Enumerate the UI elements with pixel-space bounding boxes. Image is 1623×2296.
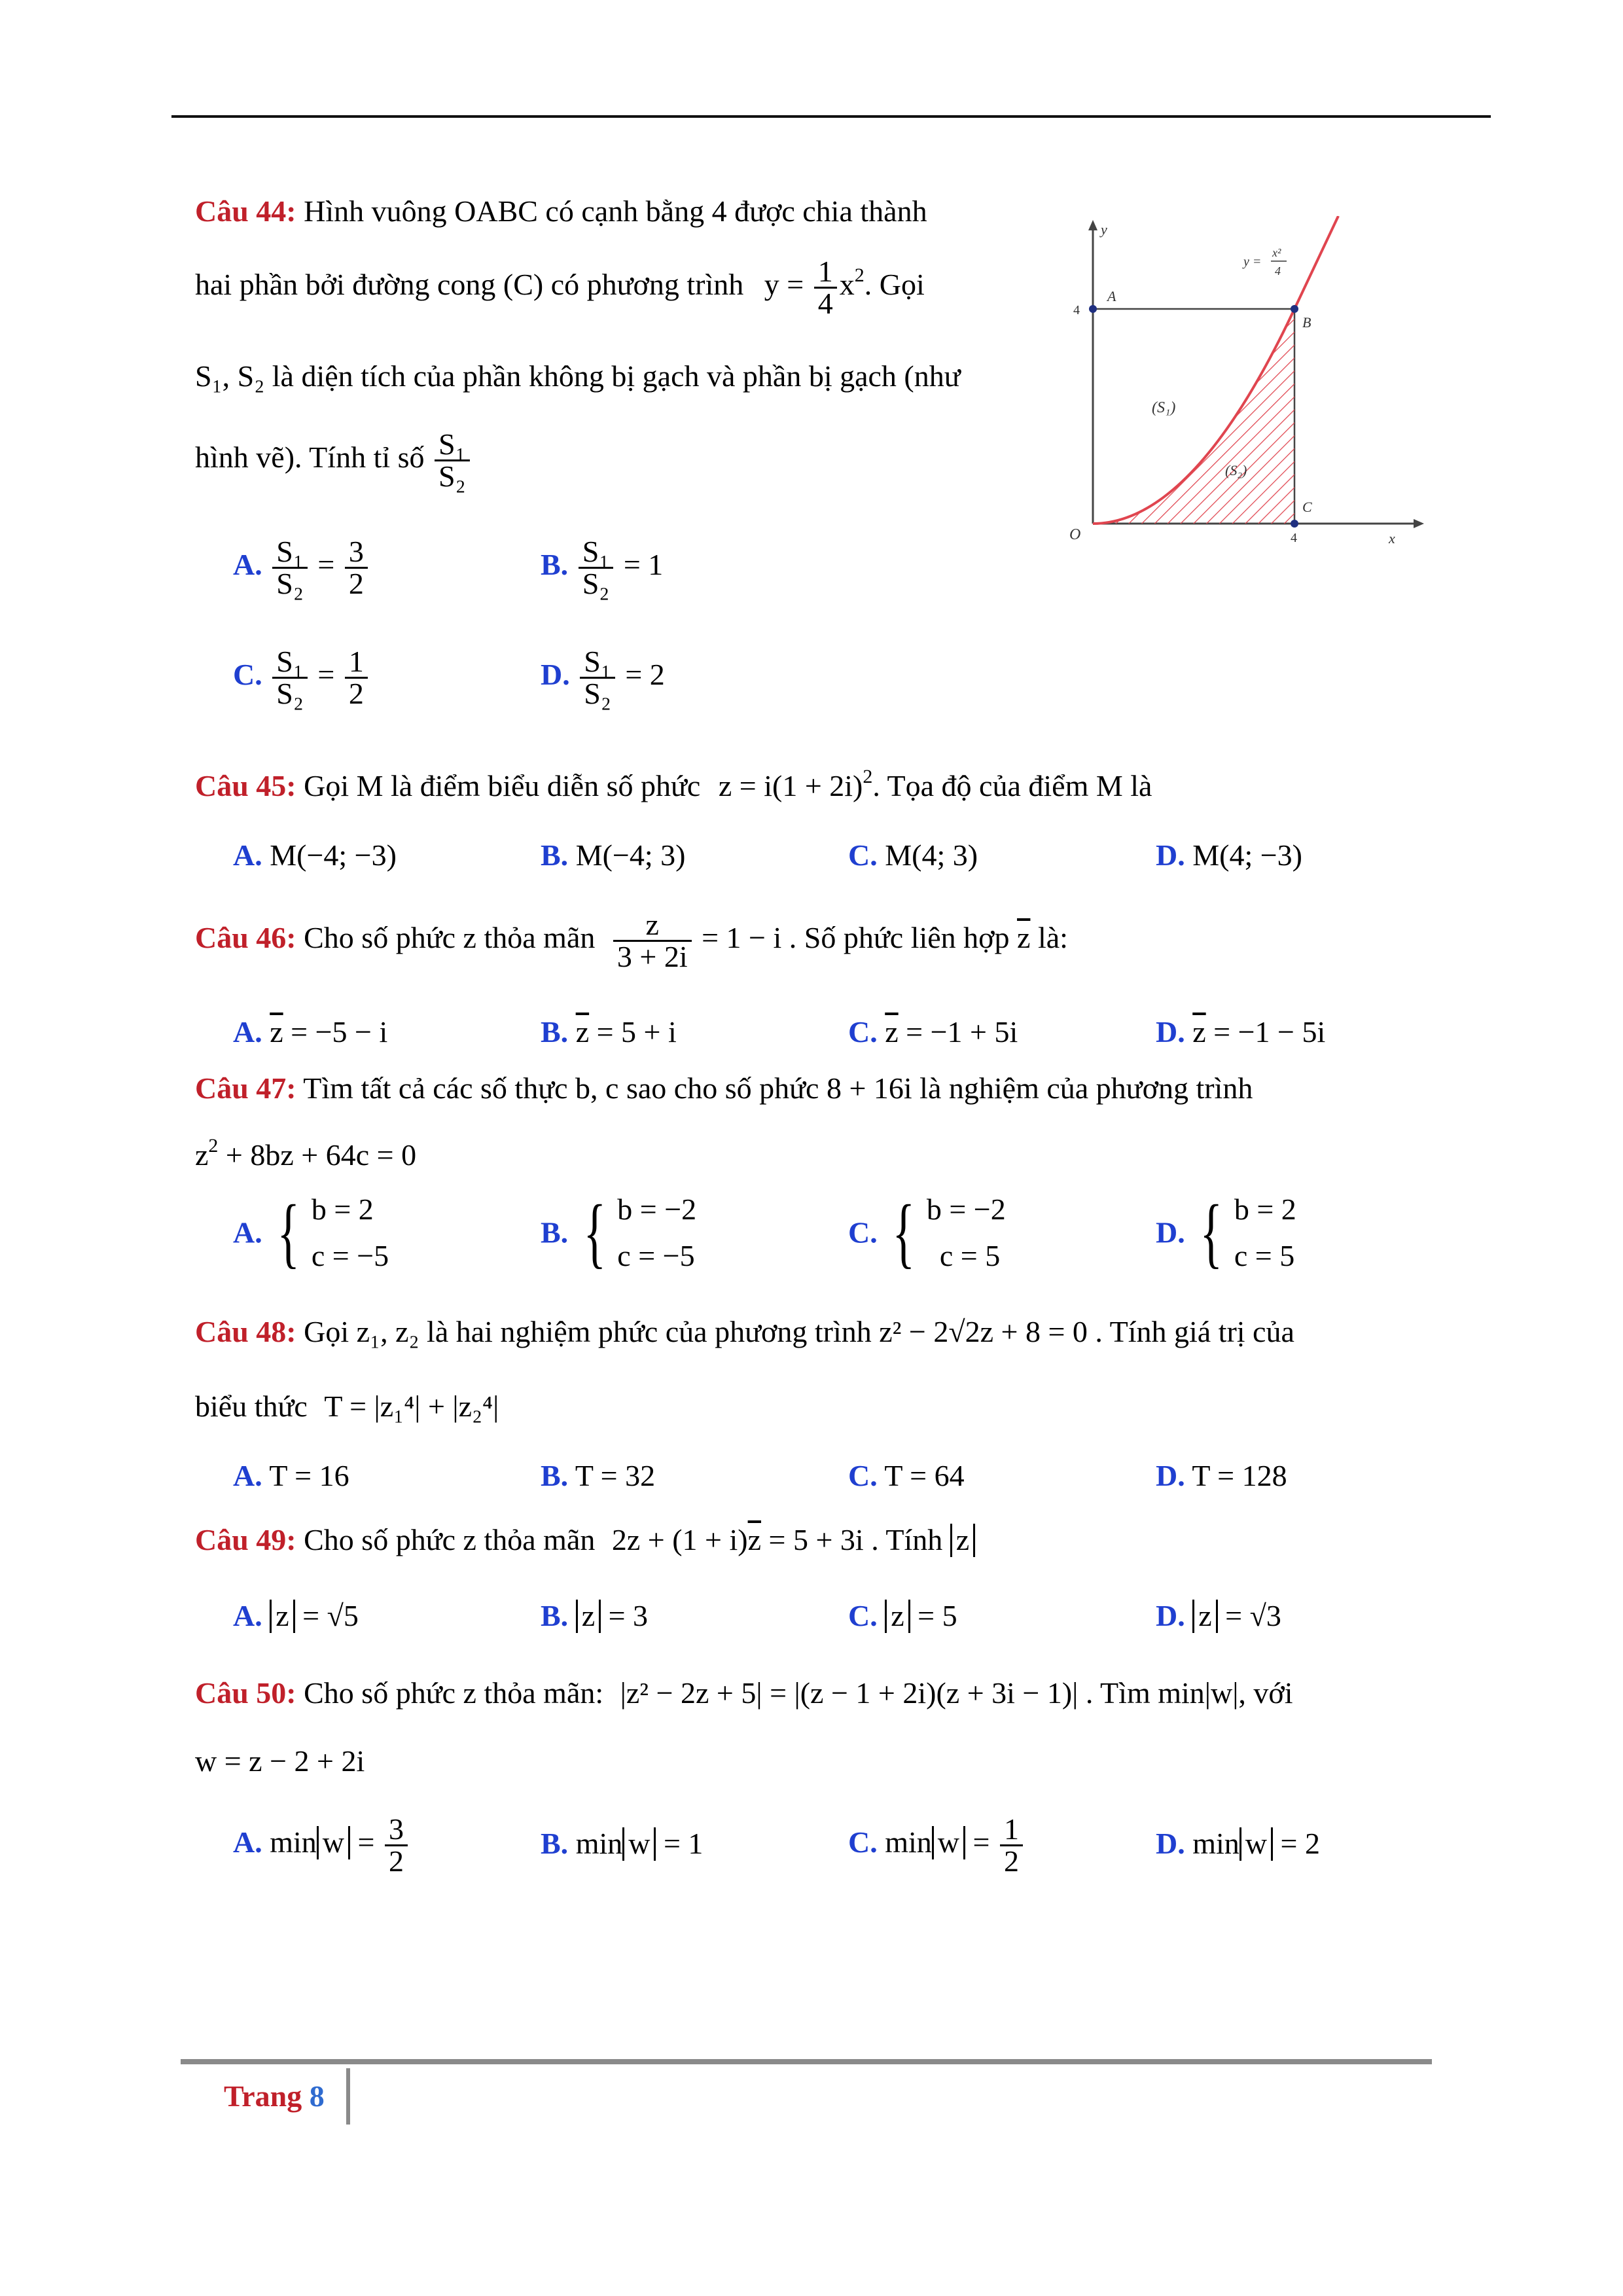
q44-line3 bbox=[195, 361, 961, 391]
q48-text-line1: Gọi z₁, z₂ là hai nghiệm phức của phương trình z² − 2√2z + 8 = 0 . Tính giá trị của bbox=[304, 1315, 1294, 1348]
q46-option-b[interactable] bbox=[541, 1017, 677, 1047]
q46-text-b: = 1 − i . Số phức liên hợp bbox=[702, 921, 1010, 955]
y-axis-arrow-icon bbox=[1088, 220, 1097, 230]
q50-option-c[interactable] bbox=[848, 1814, 1026, 1876]
option-letter: A. bbox=[233, 548, 262, 582]
q45-label: Câu 45: bbox=[195, 769, 296, 802]
option-abs: z bbox=[1192, 1600, 1217, 1633]
option-val-num: 3 bbox=[388, 1812, 404, 1846]
brace-icon: { bbox=[1200, 1189, 1223, 1276]
option-abs: w bbox=[1240, 1827, 1273, 1861]
option-val-den: 2 bbox=[345, 567, 368, 599]
option-letter: D. bbox=[541, 658, 570, 692]
q46-zbar: $\overline{z}$ bbox=[1017, 921, 1031, 955]
page-number: 8 bbox=[309, 2079, 325, 2113]
option-frac-den: S₂ bbox=[272, 677, 308, 709]
q47-text-line1: Tìm tất cả các số thực b, c sao cho số phức 8 + 16i là nghiệm của phương trình bbox=[303, 1071, 1253, 1105]
option-letter: B. bbox=[541, 1599, 569, 1632]
point-A bbox=[1089, 305, 1097, 313]
q48-option-a[interactable] bbox=[233, 1461, 349, 1491]
q50-text-line2: w = z − 2 + 2i bbox=[195, 1744, 365, 1778]
q47-eq-a: z bbox=[195, 1138, 209, 1172]
q45-option-a[interactable] bbox=[233, 840, 397, 870]
q49-label: Câu 49: bbox=[195, 1523, 296, 1556]
brace-icon: { bbox=[892, 1189, 916, 1276]
q44-label: Câu 44: bbox=[195, 194, 296, 228]
q47-eq-sup: 2 bbox=[208, 1135, 219, 1157]
option-val-den: 2 bbox=[345, 677, 368, 709]
label-x-axis: x bbox=[1389, 530, 1395, 547]
option-letter: C. bbox=[848, 838, 878, 872]
q45-stem bbox=[195, 767, 1152, 801]
q44-figure bbox=[1047, 216, 1427, 556]
q46-fraction bbox=[613, 910, 692, 972]
q44-eq-lhs: y = bbox=[764, 268, 804, 302]
option-text: = 5 + i bbox=[589, 1015, 677, 1049]
q45-expr-sup: 2 bbox=[863, 766, 873, 787]
q49-option-d[interactable] bbox=[1156, 1600, 1281, 1633]
option-letter: C. bbox=[233, 658, 262, 692]
q44-eq-sup: 2 bbox=[854, 264, 865, 287]
q47-option-b[interactable] bbox=[541, 1186, 696, 1280]
option-abs: z bbox=[270, 1600, 294, 1633]
curve-label-num: x² bbox=[1272, 246, 1281, 259]
option-text: M(4; −3) bbox=[1192, 838, 1302, 872]
option-frac-den: S₂ bbox=[580, 677, 615, 709]
option-text: = √3 bbox=[1217, 1599, 1281, 1632]
q46-text-c: là: bbox=[1037, 921, 1068, 955]
q44-eq-tail: x bbox=[839, 268, 855, 302]
footer-divider bbox=[346, 2068, 350, 2125]
option-abs: w bbox=[932, 1826, 965, 1859]
option-letter: C. bbox=[848, 1599, 878, 1632]
brace-icon: { bbox=[583, 1189, 606, 1276]
option-text: T = 32 bbox=[575, 1459, 656, 1492]
q45-option-d[interactable] bbox=[1156, 840, 1302, 870]
q49-option-a[interactable] bbox=[233, 1600, 359, 1633]
option-row1: b = −2 bbox=[926, 1193, 1006, 1226]
q44-text-line2a: hai phần bởi đường cong (C) có phương trình bbox=[195, 268, 744, 302]
option-letter: C. bbox=[848, 1215, 878, 1249]
option-letter: A. bbox=[233, 1215, 262, 1249]
option-abs: z bbox=[885, 1600, 910, 1633]
tick-4-x: 4 bbox=[1291, 531, 1297, 545]
option-text: = −1 − 5i bbox=[1205, 1015, 1326, 1049]
q50-text-b: . Tìm min|w|, với bbox=[1085, 1676, 1293, 1710]
header-rule bbox=[171, 115, 1491, 118]
label-C: C bbox=[1302, 499, 1312, 515]
q48-option-b[interactable] bbox=[541, 1461, 655, 1491]
option-letter: D. bbox=[1156, 1215, 1185, 1249]
curve-c-extension bbox=[1294, 216, 1338, 309]
q46-option-c[interactable] bbox=[848, 1017, 1018, 1047]
q48-stem-line1 bbox=[195, 1317, 1294, 1347]
option-zbar: $\overline{z}$ bbox=[885, 1015, 899, 1049]
q44-option-a[interactable] bbox=[233, 537, 370, 599]
q45-expr: z = i(1 + 2i) bbox=[718, 769, 863, 802]
option-letter: D. bbox=[1156, 1015, 1185, 1049]
label-A: A bbox=[1107, 288, 1116, 304]
option-letter: C. bbox=[848, 1459, 878, 1492]
q44-s1s2: S₁, S₂ bbox=[195, 359, 265, 393]
option-letter: B. bbox=[541, 1015, 569, 1049]
q46-frac-den: 3 + 2i bbox=[613, 940, 692, 972]
option-letter: A. bbox=[233, 1015, 262, 1049]
q44-ratio bbox=[435, 429, 470, 492]
option-frac-den: S₂ bbox=[272, 567, 308, 599]
q48-option-d[interactable] bbox=[1156, 1461, 1287, 1491]
option-text: = √5 bbox=[294, 1599, 359, 1632]
option-row2: c = −5 bbox=[617, 1239, 695, 1273]
page-footer bbox=[224, 2079, 325, 2113]
q50-stem-line2 bbox=[195, 1746, 365, 1776]
q49-option-b[interactable] bbox=[541, 1600, 648, 1633]
option-row1: b = −2 bbox=[617, 1193, 697, 1226]
q49-stem bbox=[195, 1524, 975, 1557]
option-abs: w bbox=[622, 1827, 656, 1861]
curve-label-lhs: y = bbox=[1243, 255, 1262, 269]
q48-expr: T = |z₁⁴| + |z₂⁴| bbox=[324, 1390, 499, 1423]
q47-label: Câu 47: bbox=[195, 1071, 296, 1105]
option-letter: B. bbox=[541, 838, 569, 872]
q44-text-line4: hình vẽ). Tính tỉ số bbox=[195, 440, 425, 475]
q44-text-line3: là diện tích của phần không bị gạch và phần bị gạch (như bbox=[272, 359, 961, 393]
q49-text-a: Cho số phức z thỏa mãn bbox=[304, 1523, 596, 1556]
option-frac-num: S₁ bbox=[276, 535, 304, 568]
option-pre: min bbox=[1192, 1827, 1240, 1860]
option-text: T = 128 bbox=[1192, 1459, 1287, 1492]
option-letter: D. bbox=[1156, 838, 1185, 872]
option-eq: = bbox=[357, 1825, 375, 1859]
option-row1: b = 2 bbox=[1234, 1193, 1296, 1226]
region-s2 bbox=[1093, 309, 1294, 524]
option-eq: = bbox=[317, 658, 335, 692]
point-B bbox=[1291, 305, 1298, 313]
option-eq: = 2 bbox=[1280, 1827, 1320, 1860]
q49-expr-zbar: $\overline{z}$ bbox=[747, 1523, 762, 1556]
q45-text-a: Gọi M là điểm biểu diễn số phức bbox=[304, 769, 701, 802]
brace-icon: { bbox=[277, 1189, 300, 1276]
q44-ratio-num: S₁ bbox=[438, 427, 466, 461]
option-val-den: 2 bbox=[385, 1844, 408, 1876]
option-letter: D. bbox=[1156, 1599, 1185, 1632]
q44-text-line1: Hình vuông OABC có cạnh bằng 4 được chia thành bbox=[304, 194, 927, 228]
option-letter: B. bbox=[541, 548, 569, 582]
q47-option-d[interactable] bbox=[1156, 1186, 1296, 1280]
point-C bbox=[1291, 520, 1298, 528]
option-frac-den: S₂ bbox=[579, 567, 614, 599]
q47-option-c[interactable] bbox=[848, 1186, 1006, 1280]
option-letter: C. bbox=[848, 1825, 878, 1859]
footer-label: Trang bbox=[224, 2079, 302, 2113]
q48-label: Câu 48: bbox=[195, 1315, 296, 1348]
option-frac-num: S₁ bbox=[584, 645, 611, 678]
q44-eq-fraction bbox=[814, 257, 837, 319]
q50-text-a: Cho số phức z thỏa mãn: bbox=[304, 1676, 604, 1710]
q44-line4 bbox=[195, 429, 473, 492]
option-row2: c = −5 bbox=[311, 1239, 389, 1273]
q44-eq-den: 4 bbox=[814, 287, 837, 319]
q47-stem-line2 bbox=[195, 1136, 416, 1170]
q47-stem-line1 bbox=[195, 1073, 1253, 1103]
option-val-num: 3 bbox=[348, 535, 364, 568]
option-frac-num: S₁ bbox=[276, 645, 304, 678]
curve-label-den: 4 bbox=[1275, 264, 1281, 278]
option-text: T = 16 bbox=[269, 1459, 349, 1492]
option-letter: C. bbox=[848, 1015, 878, 1049]
q49-expr-a: 2z + (1 + i) bbox=[611, 1523, 748, 1556]
q50-stem-line1 bbox=[195, 1678, 1293, 1708]
option-frac-num: S₁ bbox=[582, 535, 610, 568]
label-origin: O bbox=[1069, 526, 1081, 543]
option-text: = −1 + 5i bbox=[898, 1015, 1018, 1049]
x-axis-arrow-icon bbox=[1414, 519, 1424, 528]
q46-option-a[interactable] bbox=[233, 1017, 387, 1047]
q45-text-b: . Tọa độ của điểm M là bbox=[872, 769, 1152, 802]
q44-line1 bbox=[195, 196, 927, 226]
q44-line2 bbox=[195, 257, 925, 319]
q47-option-a[interactable] bbox=[233, 1186, 389, 1280]
option-zbar: $\overline{z}$ bbox=[1192, 1015, 1206, 1049]
q44-option-b[interactable] bbox=[541, 537, 663, 599]
q44-ratio-den: S₂ bbox=[435, 459, 470, 492]
q45-option-c[interactable] bbox=[848, 840, 978, 870]
option-text: T = 64 bbox=[884, 1459, 965, 1492]
q46-frac-num: z bbox=[645, 908, 659, 941]
option-eq: = 1 bbox=[623, 548, 664, 582]
option-abs: z bbox=[576, 1600, 601, 1633]
footer-rule bbox=[181, 2059, 1432, 2064]
option-val-den: 2 bbox=[1000, 1844, 1023, 1876]
option-letter: B. bbox=[541, 1459, 569, 1492]
q44-option-d[interactable] bbox=[541, 647, 665, 709]
option-letter: D. bbox=[1156, 1459, 1185, 1492]
option-letter: B. bbox=[541, 1827, 569, 1860]
option-text: = −5 − i bbox=[283, 1015, 388, 1049]
option-text: M(4; 3) bbox=[885, 838, 978, 872]
q49-text-b: . Tính bbox=[871, 1523, 943, 1556]
option-zbar: $\overline{z}$ bbox=[575, 1015, 590, 1049]
option-eq: = bbox=[317, 548, 335, 582]
q46-stem bbox=[195, 910, 1068, 972]
q48-stem-line2 bbox=[195, 1391, 499, 1422]
option-letter: D. bbox=[1156, 1827, 1185, 1860]
option-pre: min bbox=[885, 1825, 932, 1859]
label-s2: (S₂) bbox=[1225, 462, 1247, 478]
q46-label: Câu 46: bbox=[195, 921, 296, 955]
q49-modz: z bbox=[950, 1524, 975, 1557]
q49-option-c[interactable] bbox=[848, 1600, 957, 1633]
option-row2: c = 5 bbox=[939, 1239, 1001, 1273]
q48-text-line2a: biểu thức bbox=[195, 1390, 308, 1423]
option-eq: = 1 bbox=[663, 1827, 704, 1860]
option-text: M(−4; 3) bbox=[575, 838, 686, 872]
option-text: = 5 bbox=[910, 1599, 957, 1632]
option-pre: min bbox=[270, 1825, 317, 1859]
option-row1: b = 2 bbox=[311, 1193, 374, 1226]
option-letter: B. bbox=[541, 1215, 569, 1249]
label-B: B bbox=[1302, 314, 1311, 331]
option-abs: w bbox=[317, 1826, 350, 1859]
q46-option-d[interactable] bbox=[1156, 1017, 1325, 1047]
option-zbar: $\overline{z}$ bbox=[270, 1015, 283, 1049]
q50-option-a[interactable] bbox=[233, 1814, 410, 1876]
q44-option-c[interactable] bbox=[233, 647, 370, 709]
label-s1: (S₁) bbox=[1152, 399, 1176, 416]
q44-text-line2b: . Gọi bbox=[864, 268, 925, 302]
option-eq: = bbox=[972, 1825, 990, 1859]
option-letter: A. bbox=[233, 1459, 262, 1492]
label-y-axis: y bbox=[1101, 221, 1107, 238]
q45-option-b[interactable] bbox=[541, 840, 685, 870]
option-row2: c = 5 bbox=[1234, 1239, 1295, 1273]
q50-expr: |z² − 2z + 5| = |(z − 1 + 2i)(z + 3i − 1)| bbox=[620, 1676, 1079, 1710]
tick-4-y: 4 bbox=[1073, 303, 1080, 317]
option-val-num: 1 bbox=[1003, 1812, 1019, 1846]
option-letter: A. bbox=[233, 1599, 262, 1632]
q49-expr-b: = 5 + 3i bbox=[761, 1523, 864, 1556]
option-text: = 3 bbox=[601, 1599, 649, 1632]
option-pre: min bbox=[575, 1827, 623, 1860]
option-eq: = 2 bbox=[625, 658, 665, 692]
option-text: M(−4; −3) bbox=[270, 838, 397, 872]
q44-eq-num: 1 bbox=[817, 255, 833, 288]
q50-label: Câu 50: bbox=[195, 1676, 296, 1710]
q46-text-a: Cho số phức z thỏa mãn bbox=[304, 921, 596, 955]
option-letter: A. bbox=[233, 1825, 262, 1859]
q47-eq-b: + 8bz + 64c = 0 bbox=[218, 1138, 417, 1172]
option-letter: A. bbox=[233, 838, 262, 872]
q48-option-c[interactable] bbox=[848, 1461, 965, 1491]
q50-option-d[interactable] bbox=[1156, 1827, 1320, 1861]
q50-option-b[interactable] bbox=[541, 1827, 703, 1861]
option-val-num: 1 bbox=[348, 645, 364, 678]
